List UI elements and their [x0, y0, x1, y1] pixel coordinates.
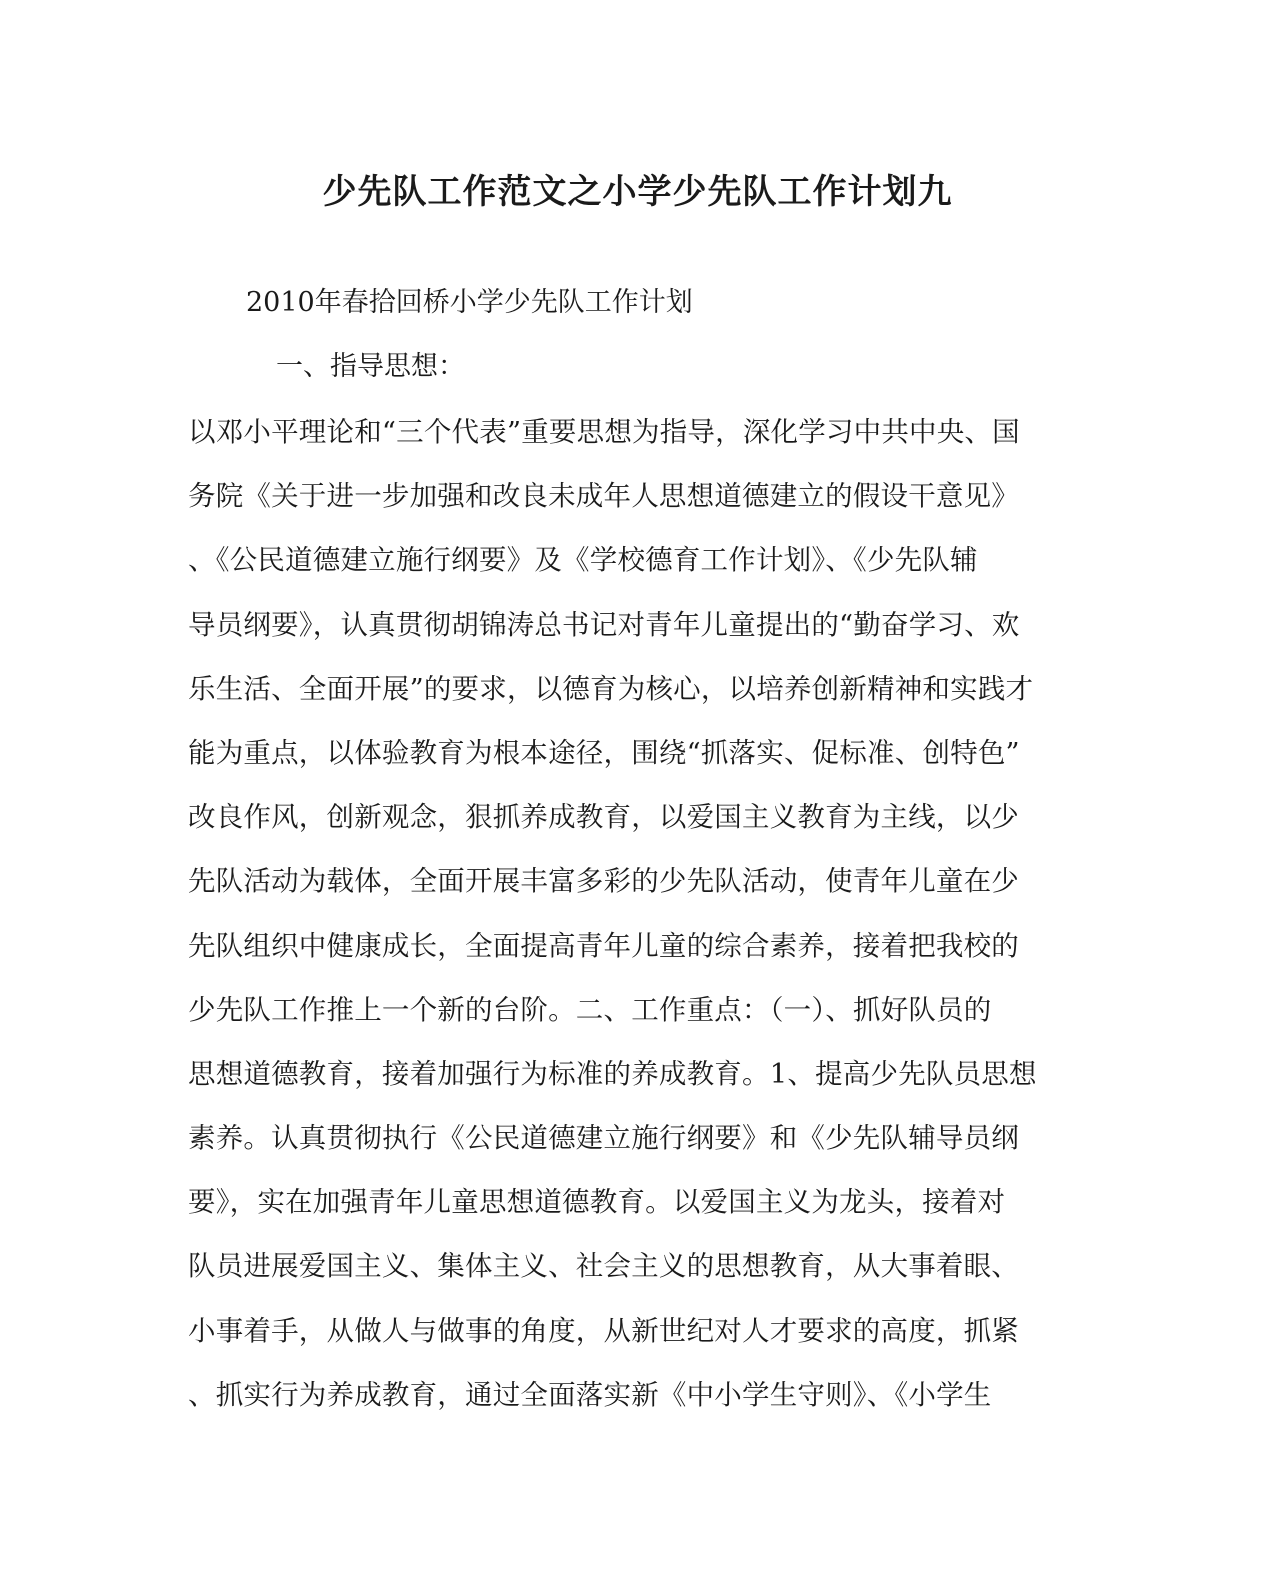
body-line: 先队活动为载体，全面开展丰富多彩的少先队活动，使青年儿童在少: [188, 865, 1019, 898]
body-line: 少先队工作推上一个新的台阶。二、工作重点：（一）、抓好队员的: [188, 993, 992, 1026]
body-line: 要》，实在加强青年儿童思想道德教育。以爱国主义为龙头，接着对: [188, 1186, 1006, 1219]
body-line: 小事着手，从做人与做事的角度，从新世纪对人才要求的高度，抓紧: [188, 1314, 1019, 1347]
body-line: 改良作风，创新观念，狠抓养成教育，以爱国主义教育为主线，以少: [188, 801, 1019, 834]
section-heading: 一、指导思想：: [276, 351, 465, 382]
body-line: 、抓实行为养成教育，通过全面落实新《中小学生守则》、《小学生: [188, 1378, 992, 1411]
body-line: 能为重点，以体验教育为根本途径，围绕“抓落实、促标准、创特色”: [188, 736, 1020, 769]
body-line: 导员纲要》，认真贯彻胡锦涛总书记对青年儿童提出的“勤奋学习、欢: [188, 608, 1020, 641]
body-line: 队员进展爱国主义、集体主义、社会主义的思想教育，从大事着眼、: [188, 1250, 1019, 1283]
body-line: 先队组织中健康成长，全面提高青年儿童的综合素养，接着把我校的: [188, 929, 1019, 962]
body-line: 以邓小平理论和“三个代表”重要思想为指导，深化学习中共中央、国: [188, 416, 1020, 448]
body-line: 乐生活、全面开展”的要求，以德育为核心，以培养创新精神和实践才: [188, 672, 1034, 705]
body-line: 素养。认真贯彻执行《公民道德建立施行纲要》和《少先队辅导员纲: [188, 1122, 1019, 1155]
document-subtitle: 2010年春拾回桥小学少先队工作计划: [246, 287, 693, 318]
document-title: 少先队工作范文之小学少先队工作计划九: [322, 172, 953, 212]
body-line: 务院《关于进一步加强和改良未成年人思想道德建立的假设干意见》: [188, 480, 1019, 513]
body-line: 、《公民道德建立施行纲要》及《学校德育工作计划》、《少先队辅: [188, 544, 978, 577]
body-paragraph: [188, 412, 1088, 1439]
body-line: 思想道德教育，接着加强行为标准的养成教育。1、提高少先队员思想: [188, 1057, 1037, 1090]
